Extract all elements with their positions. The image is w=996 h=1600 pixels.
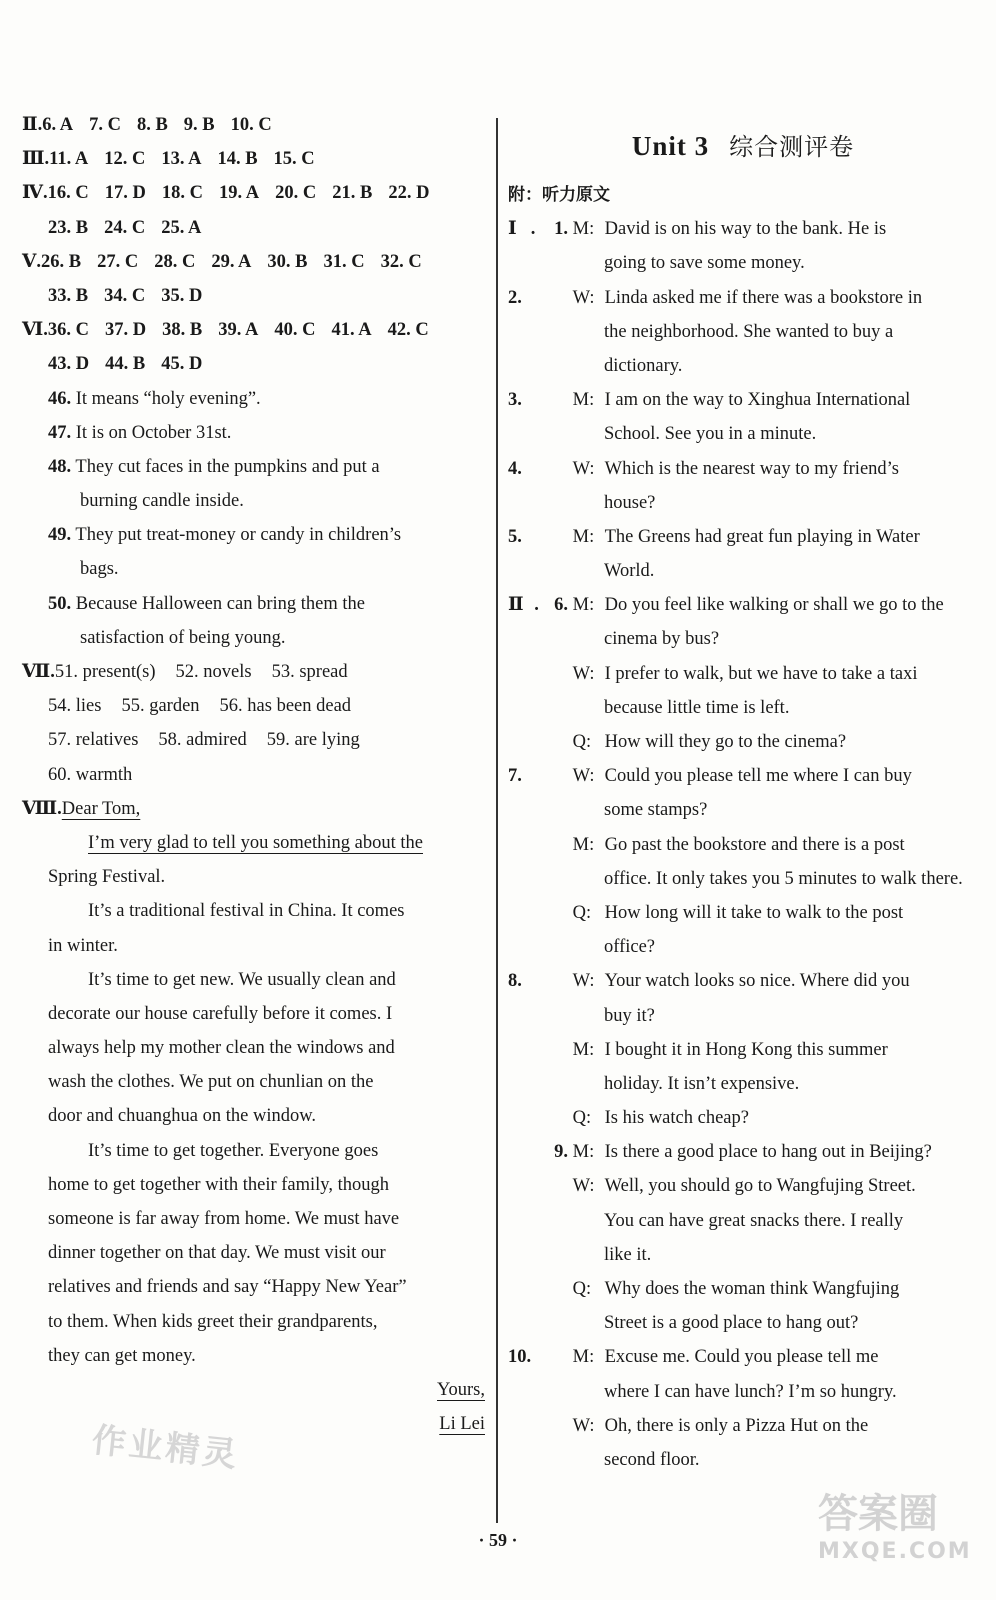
answer-text: They cut faces in the pumpkins and put a bbox=[75, 456, 380, 477]
short-answer-line bbox=[22, 518, 485, 552]
short-answer-line bbox=[22, 416, 485, 450]
fill-answer: 60. warmth bbox=[48, 764, 133, 785]
transcript-line bbox=[508, 999, 978, 1033]
answer-item: 42. C bbox=[387, 320, 429, 341]
answer-item: 40. C bbox=[274, 320, 316, 341]
fill-answer: 51. present(s) bbox=[54, 662, 156, 682]
transcript-text: Street is a good place to hang out? bbox=[604, 1313, 859, 1334]
short-answer-line bbox=[22, 484, 485, 518]
section-number: Ⅱ. bbox=[22, 115, 43, 135]
letter-line bbox=[22, 1099, 485, 1133]
letter-text: decorate our house carefully before it comes. I bbox=[48, 1003, 393, 1024]
letter-line bbox=[22, 1134, 485, 1168]
transcript-text: some stamps? bbox=[604, 800, 708, 821]
speaker-label: M: bbox=[572, 390, 595, 411]
answer-row bbox=[22, 279, 485, 313]
transcript-line bbox=[508, 281, 978, 315]
answer-item: 29. A bbox=[211, 251, 252, 272]
section-number: Ⅴ. bbox=[22, 251, 41, 272]
letter-line bbox=[22, 997, 485, 1031]
answer-item: 20. C bbox=[275, 183, 317, 204]
answer-item: 17. D bbox=[104, 183, 146, 204]
transcript-line bbox=[508, 759, 978, 793]
answer-item: 6. A bbox=[42, 115, 74, 135]
fill-answer: 56. has been dead bbox=[219, 696, 352, 717]
answer-item: 32. C bbox=[380, 251, 422, 272]
answer-item: 39. A bbox=[218, 320, 259, 341]
transcript-line bbox=[508, 349, 978, 383]
letter-text: It’s time to get together. Everyone goes bbox=[88, 1140, 379, 1161]
section-number: Ⅲ. bbox=[22, 149, 50, 170]
speaker-label: Q: bbox=[572, 732, 592, 752]
transcript-text: Why does the woman think Wangfujing bbox=[604, 1279, 900, 1299]
answer-item: 44. B bbox=[105, 354, 146, 375]
short-answer-line bbox=[22, 450, 485, 484]
letter-line bbox=[22, 1270, 485, 1304]
answer-row bbox=[22, 347, 485, 381]
transcript-line bbox=[508, 588, 978, 622]
transcript-text: office? bbox=[604, 937, 656, 958]
answer-item: 7. C bbox=[89, 115, 121, 135]
transcript-text: cinema by bus? bbox=[604, 629, 720, 650]
speaker-label: W: bbox=[572, 1176, 595, 1197]
transcript-text: office. It only takes you 5 minutes to walk there. bbox=[604, 868, 963, 889]
letter-text: door and chuanghua on the window. bbox=[48, 1106, 317, 1127]
answer-item: 36. C bbox=[47, 320, 90, 341]
letter-closing: Yours, bbox=[437, 1379, 485, 1400]
section-number: Ⅳ. bbox=[22, 183, 48, 204]
fill-answer: 55. garden bbox=[121, 696, 200, 717]
speaker-label: W: bbox=[572, 766, 595, 787]
answer-item: 25. A bbox=[161, 217, 202, 238]
watermark-text: 作业精灵 bbox=[89, 1420, 242, 1476]
speaker-label: W: bbox=[572, 287, 595, 308]
speaker-label: M: bbox=[572, 219, 595, 240]
short-answer-line bbox=[22, 552, 485, 586]
letter-line bbox=[22, 963, 485, 997]
letter-line bbox=[22, 1339, 485, 1373]
transcript-line bbox=[508, 212, 978, 246]
transcript-text: where I can have lunch? I’m so hungry. bbox=[604, 1381, 897, 1402]
letter-closing-line bbox=[22, 1373, 485, 1407]
letter-line bbox=[22, 1168, 485, 1202]
transcript-text: buy it? bbox=[604, 1005, 655, 1026]
transcript-text: Linda asked me if there was a bookstore in bbox=[604, 287, 923, 308]
answer-row bbox=[22, 108, 485, 142]
answer-item: 19. A bbox=[219, 183, 260, 204]
answer-item: 26. B bbox=[40, 251, 82, 272]
answer-item: 15. C bbox=[273, 149, 315, 170]
answer-text: satisfaction of being young. bbox=[80, 627, 286, 648]
transcript-text: the neighborhood. She wanted to buy a bbox=[604, 321, 894, 342]
letter-greeting-line bbox=[22, 792, 485, 826]
transcript-line bbox=[508, 657, 978, 691]
answer-row bbox=[22, 245, 485, 279]
transcript-line bbox=[508, 417, 978, 451]
answer-text: They put treat-money or candy in children’s bbox=[75, 525, 402, 546]
speaker-label: Q: bbox=[572, 902, 592, 923]
answer-item: 22. D bbox=[388, 183, 430, 204]
letter-text: someone is far away from home. We must have bbox=[48, 1209, 400, 1229]
item-number: 7. bbox=[508, 766, 522, 787]
letter-line bbox=[22, 1202, 485, 1236]
transcript-line bbox=[508, 554, 978, 588]
fill-row bbox=[22, 723, 485, 757]
page-number: · 59 · bbox=[478, 1530, 518, 1550]
transcript-label-line bbox=[508, 178, 978, 212]
speaker-label: M: bbox=[572, 1039, 595, 1060]
transcript-text: Oh, there is only a Pizza Hut on the bbox=[604, 1415, 869, 1436]
question-number: 46. bbox=[48, 388, 72, 409]
transcript-line bbox=[508, 1375, 978, 1409]
transcript-line bbox=[508, 862, 978, 896]
transcript-line bbox=[508, 520, 978, 554]
transcript-line bbox=[508, 383, 978, 417]
section-number: Ⅷ. bbox=[22, 798, 62, 819]
letter-text: It’s a traditional festival in China. It comes bbox=[88, 901, 405, 922]
letter-greeting: Dear Tom, bbox=[61, 798, 141, 819]
site-logo bbox=[818, 1482, 978, 1582]
speaker-label: M: bbox=[572, 595, 595, 616]
fill-answer: 57. relatives bbox=[48, 730, 139, 751]
transcript-line bbox=[508, 1067, 978, 1101]
letter-text: to them. When kids greet their grandparents, bbox=[48, 1311, 378, 1332]
answer-item: 27. C bbox=[97, 251, 139, 272]
speaker-label: M: bbox=[572, 1142, 595, 1163]
question-number: 47. bbox=[48, 422, 72, 443]
transcript-text: Do you feel like walking or shall we go to the bbox=[604, 595, 944, 616]
answer-item: 30. B bbox=[267, 251, 308, 272]
transcript-line bbox=[508, 1204, 978, 1238]
answer-item: 31. C bbox=[323, 251, 365, 272]
transcript-line bbox=[508, 1340, 978, 1374]
transcript-text: Could you please tell me where I can buy bbox=[604, 766, 912, 787]
transcript-text: like it. bbox=[604, 1244, 652, 1265]
letter-text: It’s time to get new. We usually clean and bbox=[88, 969, 396, 990]
transcript-text: Excuse me. Could you please tell me bbox=[604, 1347, 879, 1368]
fill-answer: 53. spread bbox=[271, 662, 348, 682]
letter-line bbox=[22, 860, 485, 894]
letter-text: in winter. bbox=[48, 935, 118, 956]
item-number: Ⅰ. 1. bbox=[508, 219, 568, 240]
transcript-line bbox=[508, 1272, 978, 1306]
fill-answer: 58. admired bbox=[158, 730, 247, 751]
transcript-text: How will they go to the cinema? bbox=[604, 732, 847, 752]
transcript-text: Is there a good place to hang out in Beijing? bbox=[604, 1142, 932, 1163]
answer-item: 9. B bbox=[183, 115, 215, 135]
transcript-text: second floor. bbox=[604, 1449, 700, 1470]
transcript-text: David is on his way to the bank. He is bbox=[604, 219, 887, 240]
transcript-line bbox=[508, 1135, 978, 1169]
fill-row bbox=[22, 758, 485, 792]
transcript-text: I bought it in Hong Kong this summer bbox=[604, 1039, 888, 1060]
answer-item: 11. A bbox=[49, 149, 89, 170]
answer-item: 45. D bbox=[161, 354, 203, 375]
transcript-text: Well, you should go to Wangfujing Street. bbox=[604, 1176, 916, 1197]
letter-signature: Li Lei bbox=[439, 1414, 485, 1435]
answer-text: Because Halloween can bring them the bbox=[75, 593, 365, 614]
transcript-text: You can have great snacks there. I really bbox=[604, 1210, 904, 1231]
transcript-text: house? bbox=[604, 492, 656, 513]
letter-text: always help my mother clean the windows and bbox=[48, 1038, 395, 1059]
speaker-label: W: bbox=[572, 458, 595, 479]
answer-item: 33. B bbox=[48, 285, 89, 306]
transcript-text: I prefer to walk, but we have to take a taxi bbox=[604, 663, 918, 684]
logo-en: MXQE.COM bbox=[818, 1539, 972, 1564]
speaker-label: M: bbox=[572, 834, 595, 855]
letter-text: dinner together on that day. We must visit our bbox=[48, 1243, 386, 1264]
speaker-label: Q: bbox=[572, 1108, 592, 1129]
letter-text: they can get money. bbox=[48, 1345, 196, 1366]
transcript-line bbox=[508, 622, 978, 656]
transcript-text: I am on the way to Xinghua International bbox=[604, 390, 911, 411]
transcript-line bbox=[508, 1238, 978, 1272]
letter-line bbox=[22, 1305, 485, 1339]
transcript-line bbox=[508, 930, 978, 964]
title-en: Unit 3 bbox=[631, 131, 710, 161]
item-number: 10. bbox=[508, 1347, 532, 1368]
letter-text: home to get together with their family, though bbox=[48, 1174, 389, 1195]
answer-item: 43. D bbox=[48, 354, 90, 375]
fill-answer: 52. novels bbox=[175, 662, 252, 682]
short-answer-line bbox=[22, 587, 485, 621]
answer-item: 12. C bbox=[104, 149, 146, 170]
letter-line bbox=[22, 1065, 485, 1099]
answer-item: 24. C bbox=[104, 217, 146, 238]
transcript-line bbox=[508, 1443, 978, 1477]
answer-item: 23. B bbox=[48, 217, 89, 238]
answer-row bbox=[22, 176, 485, 210]
transcript-text: The Greens had great fun playing in Water bbox=[604, 526, 920, 547]
transcript-line bbox=[508, 486, 978, 520]
transcript-line bbox=[508, 1169, 978, 1203]
letter-text: wash the clothes. We put on chunlian on the bbox=[48, 1072, 374, 1093]
speaker-label: W: bbox=[572, 663, 595, 684]
fill-row bbox=[22, 655, 485, 689]
letter-text: I’m very glad to tell you something about the bbox=[88, 832, 423, 853]
answer-row bbox=[22, 142, 485, 176]
transcript-text: Your watch looks so nice. Where did you bbox=[604, 971, 910, 992]
letter-line bbox=[22, 894, 485, 928]
transcript-text: holiday. It isn’t expensive. bbox=[604, 1073, 800, 1094]
transcript-line bbox=[508, 315, 978, 349]
transcript-line bbox=[508, 1306, 978, 1340]
answer-text: burning candle inside. bbox=[80, 491, 244, 512]
letter-line bbox=[22, 929, 485, 963]
transcript-line bbox=[508, 452, 978, 486]
transcript-text: Is his watch cheap? bbox=[604, 1108, 749, 1129]
answer-item: 37. D bbox=[105, 320, 147, 341]
question-number: 50. bbox=[48, 593, 72, 614]
transcript-text: because little time is left. bbox=[604, 697, 790, 718]
transcript-line bbox=[508, 828, 978, 862]
section-number: Ⅵ. bbox=[22, 320, 48, 341]
speaker-label: M: bbox=[572, 1347, 595, 1368]
speaker-label: W: bbox=[572, 1415, 595, 1436]
transcript-line bbox=[508, 896, 978, 930]
left-column bbox=[22, 108, 485, 1441]
section-number: Ⅶ. bbox=[22, 662, 55, 682]
answer-item: 34. C bbox=[104, 285, 146, 306]
letter-line bbox=[22, 1031, 485, 1065]
transcript-text: School. See you in a minute. bbox=[604, 424, 817, 445]
item-number: 2. bbox=[508, 287, 522, 308]
transcript-text: dictionary. bbox=[604, 355, 683, 376]
speaker-label: Q: bbox=[572, 1279, 592, 1299]
question-number: 49. bbox=[48, 525, 72, 546]
answer-text: bags. bbox=[80, 559, 119, 580]
item-number: 3. bbox=[508, 390, 522, 411]
item-number: 4. bbox=[508, 458, 522, 479]
answer-item: 14. B bbox=[217, 149, 258, 170]
letter-line bbox=[22, 826, 485, 860]
answer-item: 8. B bbox=[136, 115, 168, 135]
transcript-line bbox=[508, 691, 978, 725]
answer-item: 41. A bbox=[331, 320, 372, 341]
item-number: Ⅱ. 6. bbox=[508, 595, 568, 616]
fill-answer: 54. lies bbox=[48, 696, 102, 717]
transcript-text: How long will it take to walk to the post bbox=[604, 902, 904, 923]
answer-item: 16. C bbox=[47, 183, 89, 204]
question-number: 48. bbox=[48, 456, 72, 477]
transcript-line bbox=[508, 1409, 978, 1443]
transcript-line bbox=[508, 246, 978, 280]
speaker-label: M: bbox=[572, 526, 595, 547]
answer-item: 38. B bbox=[162, 320, 203, 341]
answer-text: It is on October 31st. bbox=[75, 422, 232, 443]
transcript-text: going to save some money. bbox=[604, 253, 805, 274]
answer-item: 18. C bbox=[161, 183, 203, 204]
item-number: 9. bbox=[554, 1142, 568, 1163]
answer-item: 28. C bbox=[154, 251, 196, 272]
transcript-text: Go past the bookstore and there is a post bbox=[604, 834, 905, 855]
speaker-label: W: bbox=[572, 971, 595, 992]
answer-item: 13. A bbox=[161, 149, 202, 170]
transcript-label: 附：听力原文 bbox=[508, 185, 610, 205]
right-column bbox=[508, 108, 978, 1477]
transcript-line bbox=[508, 1033, 978, 1067]
short-answer-line bbox=[22, 621, 485, 655]
transcript-text: World. bbox=[604, 561, 655, 582]
transcript-text: Which is the nearest way to my friend’s bbox=[604, 458, 899, 479]
transcript-line bbox=[508, 1101, 978, 1135]
letter-text: Spring Festival. bbox=[48, 867, 166, 888]
answer-item: 35. D bbox=[161, 285, 203, 306]
answer-item: 10. C bbox=[230, 115, 272, 135]
fill-answer: 59. are lying bbox=[266, 730, 360, 751]
answer-row bbox=[22, 211, 485, 245]
transcript-line bbox=[508, 725, 978, 759]
answer-text: It means “holy evening”. bbox=[75, 388, 261, 409]
letter-text: relatives and friends and say “Happy New Year” bbox=[48, 1277, 407, 1298]
item-number: 8. bbox=[508, 971, 522, 992]
title-cn: 综合测评卷 bbox=[729, 133, 855, 161]
letter-line bbox=[22, 1236, 485, 1270]
transcript-line bbox=[508, 793, 978, 827]
item-number: 5. bbox=[508, 526, 522, 547]
transcript-line bbox=[508, 964, 978, 998]
answer-row bbox=[22, 313, 485, 347]
answer-item: 21. B bbox=[332, 183, 373, 204]
logo-cn: 答案圈 bbox=[818, 1491, 938, 1537]
section-title bbox=[508, 108, 978, 178]
fill-row bbox=[22, 689, 485, 723]
short-answer-line bbox=[22, 382, 485, 416]
